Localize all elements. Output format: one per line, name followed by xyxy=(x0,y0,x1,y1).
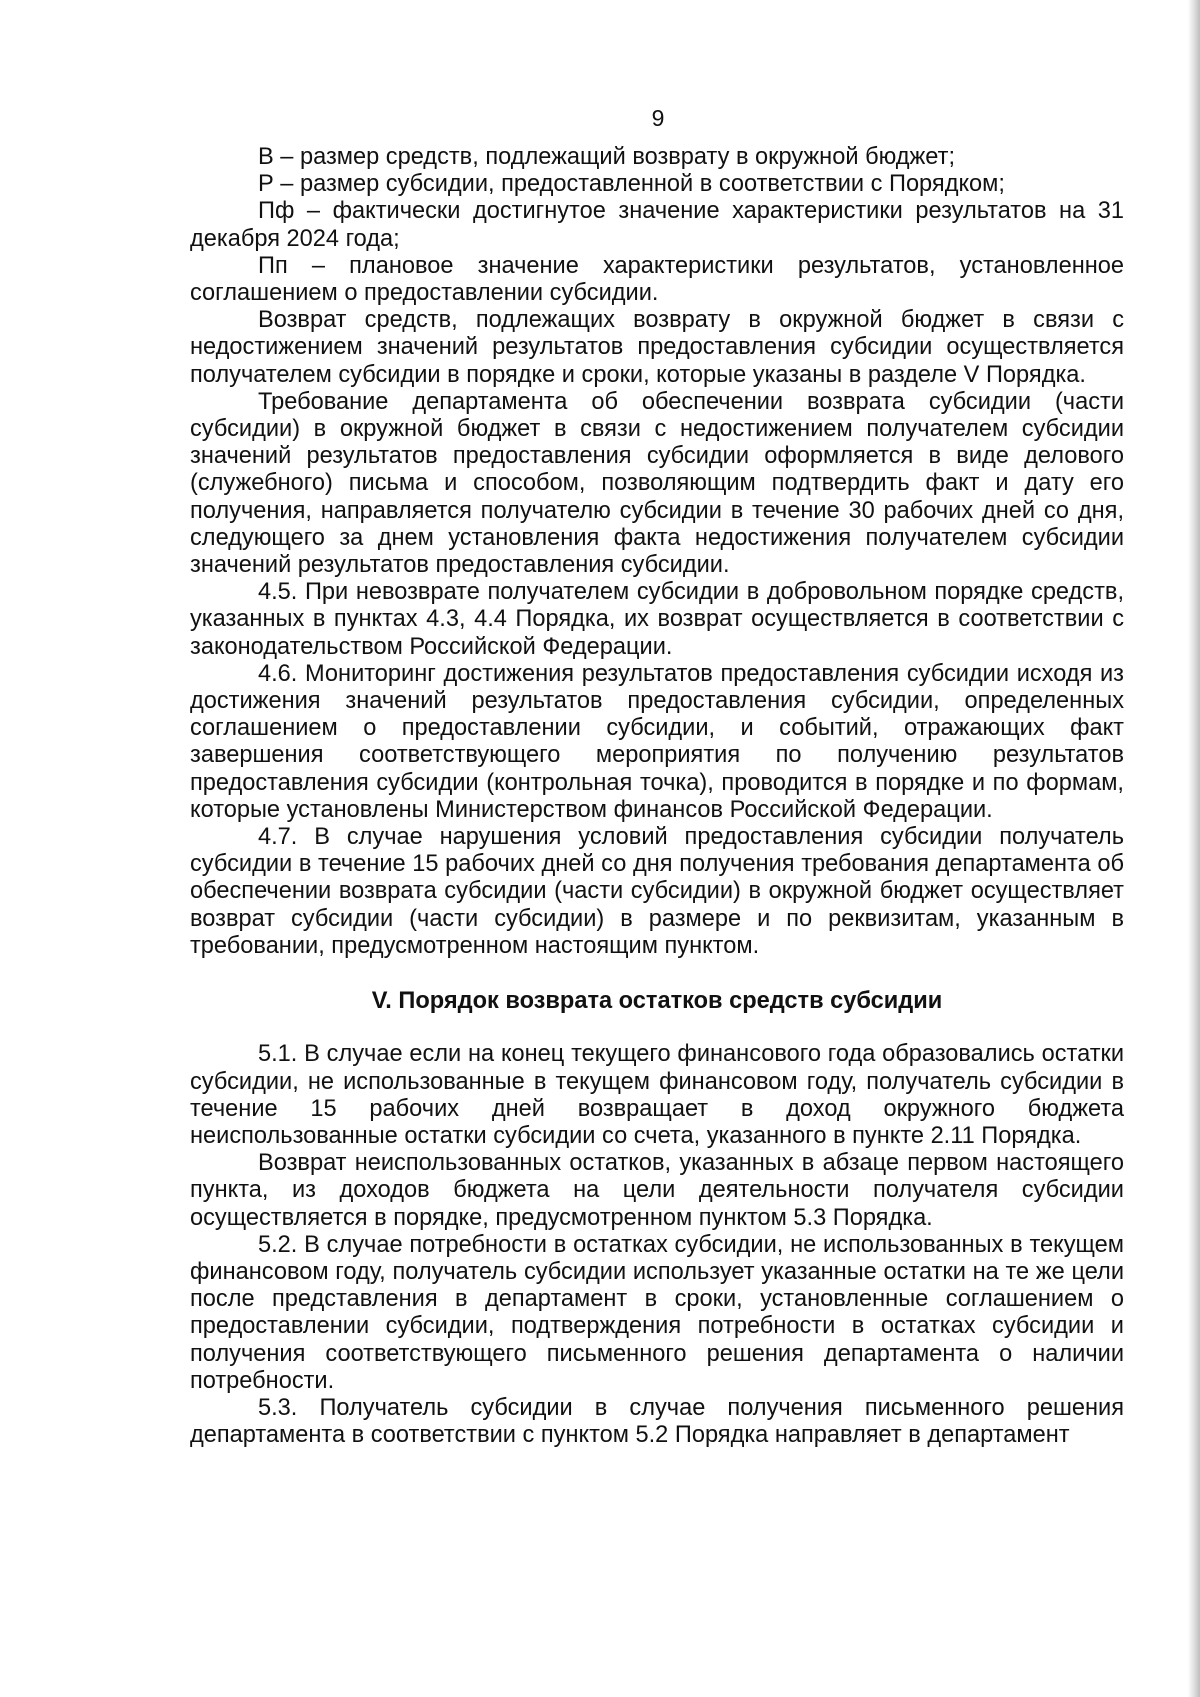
paragraph: 5.3. Получатель субсидии в случае получения письменного решения департамента в соответствии с пунктом 5.2 Порядка направляет в департамент xyxy=(190,1394,1124,1449)
paragraph: Возврат средств, подлежащих возврату в окружной бюджет в связи с недостижением значений результатов предоставления субсидии осуществляется получателем субсидии в порядке и сроки, которые указаны в разделе V Порядка. xyxy=(190,307,1124,388)
paragraph: 4.6. Мониторинг достижения результатов предоставления субсидии исходя из достижения значений результатов предоставления субсидии, определенных соглашением о предоставлении субсидии, и событий, отражающих факт завершения соответствующего мероприятия по получению результатов предоставления субсидии (контрольная точка), проводится в порядке и по формам, которые установлены Министерством финансов Российской Федерации. xyxy=(190,660,1124,823)
paragraph: В – размер средств, подлежащий возврату в окружной бюджет; xyxy=(258,144,956,170)
paragraph: Возврат неиспользованных остатков, указанных в абзаце первом настоящего пункта, из доходов бюджета на цели деятельности получателя субсидии осуществляется в порядке, предусмотренном пунктом 5.3 Порядка. xyxy=(190,1150,1124,1231)
section-heading: V. Порядок возврата остатков средств субсидии xyxy=(371,988,943,1015)
paragraph: 5.2. В случае потребности в остатках субсидии, не использованных в текущем финансовом году, получатель субсидии использует указанные остатки на те же цели после представления в департамент в сроки, установленные соглашением о предоставлении субсидии, подтверждения потребности в остатках субсидии и получения соответствующего письменного решения департамента о наличии потребности. xyxy=(190,1231,1124,1394)
paragraph: 4.5. При невозврате получателем субсидии в добровольном порядке средств, указанных в пунктах 4.3, 4.4 Порядка, их возврат осуществляется в соответствии с законодательством Российской Федерации. xyxy=(190,579,1124,660)
page-edge-shadow xyxy=(1188,0,1200,1697)
paragraph: Требование департамента об обеспечении возврата субсидии (части субсидии) в окружной бюджет в связи с недостижением получателем субсидии значений результатов предоставления субсидии оформляется в виде делового (служебного) письма и способом, позволяющим подтвердить факт и дату его получения, направляется получателю субсидии в течение 30 рабочих дней со дня, следующего за днем установления факта недостижения получателем субсидии значений результатов предоставления субсидии. xyxy=(190,388,1124,579)
paragraph: Пп – плановое значение характеристики результатов, установленное соглашением о предоставлении субсидии. xyxy=(190,252,1124,307)
paragraph: 5.1. В случае если на конец текущего финансового года образовались остатки субсидии, не использованные в текущем финансовом году, получатель субсидии в течение 15 рабочих дней возвращает в доход окружного бюджета неиспользованные остатки субсидии со счета, указанного в пункте 2.11 Порядка. xyxy=(190,1041,1124,1149)
document-body xyxy=(190,144,1124,1449)
paragraph: 4.7. В случае нарушения условий предоставления субсидии получатель субсидии в течение 15 рабочих дней со дня получения требования департамента об обеспечении возврата субсидии (части субсидии) в окружной бюджет осуществляет возврат субсидии (части субсидии) в размере и по реквизитам, указанным в требовании, предусмотренном настоящим пунктом. xyxy=(190,824,1124,959)
paragraph: Пф – фактически достигнутое значение характеристики результатов на 31 декабря 2024 года; xyxy=(190,198,1124,252)
paragraph: Р – размер субсидии, предоставленной в соответствии с Порядком; xyxy=(258,171,1005,198)
page-number: 9 xyxy=(651,105,665,131)
